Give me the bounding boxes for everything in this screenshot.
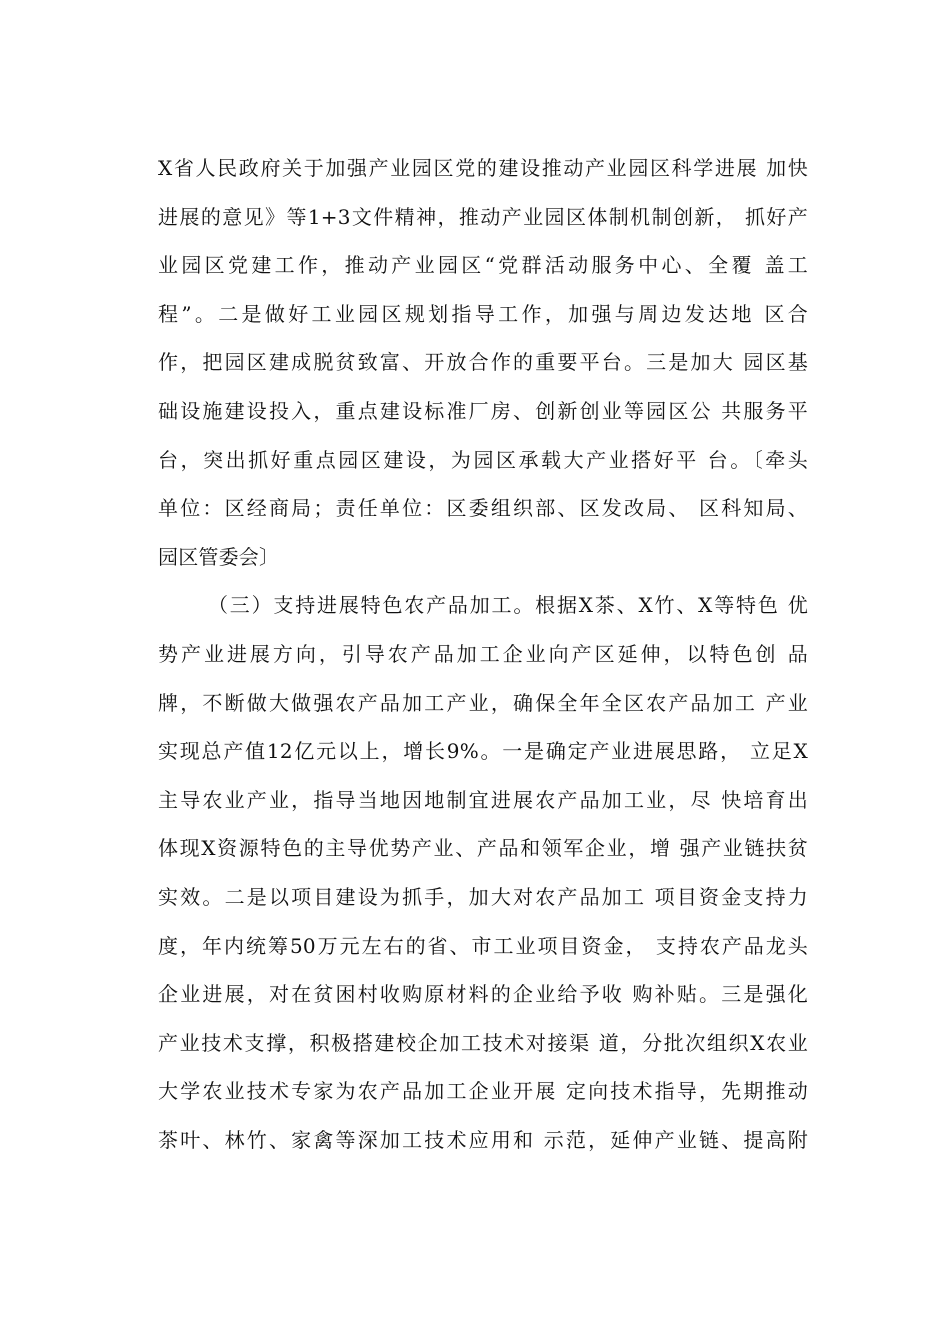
body-text [158,144,808,1164]
text-line: 程”。二是做好工业园区规划指导工作，加强与周边发达地 区合 [158,301,808,326]
text-line: 主导农业产业，指导当地因地制宜进展农产品加工业，尽 快培育出 [158,787,808,812]
paragraph-heading-line: （三）支持进展特色农产品加工。根据X茶、X竹、X等特色 优 [208,593,808,618]
text-line: 产业技术支撑，积极搭建校企加工技术对接渠 道，分批次组织X农业 [158,1030,808,1055]
text-line: 实现总产值12亿元以上，增长9%。一是确定产业进展思路， 立足X [158,739,808,764]
text-line: 作，把园区建成脱贫致富、开放合作的重要平台。三是加大 园区基 [158,350,808,375]
text-line: 大学农业技术专家为农产品加工企业开展 定向技术指导，先期推动 [158,1079,808,1104]
text-line: 牌，不断做大做强农产品加工产业，确保全年全区农产品加工 产业 [158,690,808,715]
text-line: X省人民政府关于加强产业园区党的建设推动产业园区科学进展 加快 [158,156,808,180]
text-line: 台，突出抓好重点园区建设，为园区承载大产业搭好平 台。〔牵头 [158,447,808,472]
text-line: 业园区党建工作，推动产业园区“党群活动服务中心、全覆 盖工 [158,253,808,278]
text-line: 度，年内统筹50万元左右的省、市工业项目资金， 支持农产品龙头 [158,933,808,958]
text-line: 础设施建设投入，重点建设标准厂房、创新创业等园区公 共服务平 [158,398,808,423]
text-line: 进展的意见》等1+3文件精神，推动产业园区体制机制创新， 抓好产 [158,204,808,229]
text-line: 企业进展，对在贫困村收购原材料的企业给予收 购补贴。三是强化 [158,982,808,1007]
text-line: 茶叶、林竹、家禽等深加工技术应用和 示范，延伸产业链、提高附 [158,1127,808,1152]
text-line: 单位：区经商局；责任单位：区委组织部、区发改局、 区科知局、 [158,496,808,521]
text-line: 园区管委会〕 [158,544,280,569]
text-line: 实效。二是以项目建设为抓手，加大对农产品加工 项目资金支持力 [158,884,808,909]
text-line: 势产业进展方向，引导农产品加工企业向产区延伸，以特色创 品 [158,641,808,666]
text-line: 体现X资源特色的主导优势产业、产品和领军企业，增 强产业链扶贫 [158,836,808,861]
